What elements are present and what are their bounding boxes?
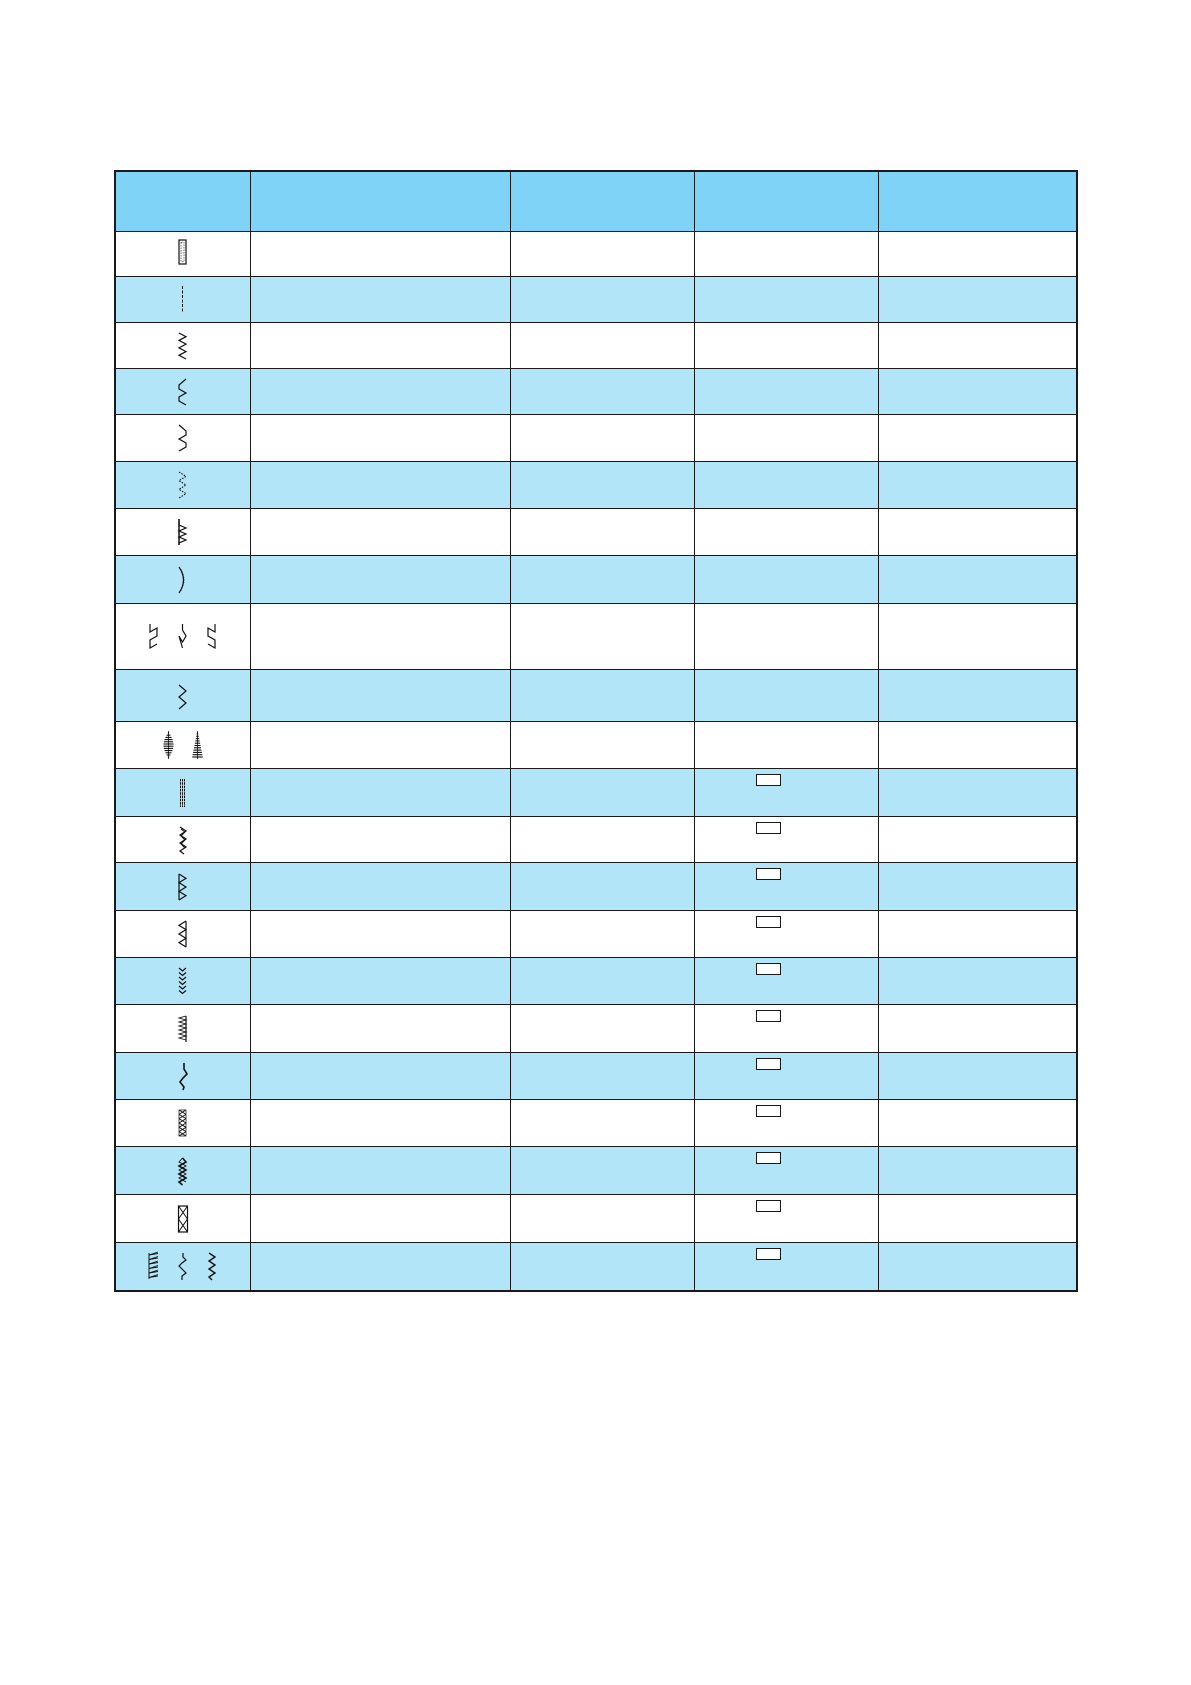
stitch-pattern-cell (115, 1243, 250, 1291)
table-cell (510, 323, 694, 369)
option-cell (694, 863, 878, 911)
table-cell (878, 323, 1077, 369)
option-cell (694, 1195, 878, 1243)
stitch-pattern-cell (115, 1195, 250, 1243)
key-box-icon (756, 916, 781, 928)
table-cell (878, 277, 1077, 323)
stitch-pattern-cell (115, 556, 250, 604)
table-row (115, 277, 1077, 323)
blind-hem-stitch-icon (175, 517, 190, 547)
table-row (115, 323, 1077, 369)
table-cell (250, 722, 510, 769)
table-cell (878, 604, 1077, 670)
table-cell (878, 958, 1077, 1005)
option-cell (694, 817, 878, 863)
key-box-icon (756, 963, 781, 975)
left-overlock-stitch-icon (175, 872, 190, 902)
right-zigzag-stitch-icon (175, 423, 190, 453)
table-cell (510, 958, 694, 1005)
table-cell (878, 462, 1077, 509)
table-row (115, 769, 1077, 817)
header-cell (878, 171, 1077, 232)
diamond-satin-stitch-icon (161, 730, 176, 760)
right-overlock-stitch-icon (175, 919, 190, 949)
option-cell (694, 604, 878, 670)
table-row (115, 863, 1077, 911)
table-cell (510, 277, 694, 323)
table-row (115, 1100, 1077, 1147)
stitch-pattern-cell (115, 1005, 250, 1053)
option-cell (694, 556, 878, 604)
table-cell (878, 1243, 1077, 1291)
table-row (115, 722, 1077, 769)
shell-tuck-stitch-icon (175, 1251, 190, 1281)
option-cell (694, 369, 878, 415)
option-cell (694, 232, 878, 277)
elastic-blind-stitch-icon (175, 681, 190, 711)
table-cell (510, 232, 694, 277)
key-box-icon (756, 1058, 781, 1070)
table-cell (878, 369, 1077, 415)
table-cell (250, 1243, 510, 1291)
table-cell (878, 769, 1077, 817)
table-cell (510, 509, 694, 556)
stitch-pattern-cell (115, 369, 250, 415)
chevron-stitch-icon (175, 966, 190, 996)
cross-stitch-icon (175, 1108, 190, 1138)
feather-stitch-icon (175, 825, 190, 855)
table-cell (510, 817, 694, 863)
key-box-icon (756, 868, 781, 880)
ladder-stitch-icon (175, 1204, 190, 1234)
option-cell (694, 323, 878, 369)
option-cell (694, 1053, 878, 1100)
table-row (115, 817, 1077, 863)
stitch-pattern-cell (115, 817, 250, 863)
table-row (115, 1053, 1077, 1100)
table-cell (250, 462, 510, 509)
dotted-zigzag-stitch-icon (175, 470, 190, 500)
stitch-pattern-cell (115, 958, 250, 1005)
stitch-pattern-cell (115, 722, 250, 769)
stretch-blind-stitch-icon (175, 1014, 190, 1044)
straight-stitch-icon (175, 285, 190, 315)
option-cell (694, 1147, 878, 1195)
table-cell (878, 415, 1077, 462)
option-cell (694, 1100, 878, 1147)
table-cell (250, 369, 510, 415)
table-row (115, 958, 1077, 1005)
table-cell (510, 1147, 694, 1195)
table-cell (250, 1195, 510, 1243)
table-cell (878, 1147, 1077, 1195)
table-cell (510, 369, 694, 415)
option-cell (694, 1243, 878, 1291)
table-cell (250, 509, 510, 556)
table-row (115, 1243, 1077, 1291)
table-cell (878, 1005, 1077, 1053)
serpentine-stitch-icon (175, 1061, 190, 1091)
stitch-pattern-cell (115, 415, 250, 462)
table-cell (250, 604, 510, 670)
stitch-pattern-cell (115, 1147, 250, 1195)
table-cell (510, 722, 694, 769)
table-cell (878, 1195, 1077, 1243)
zigzag-stitch-icon (175, 331, 190, 361)
blind-center-stitch-icon (175, 622, 190, 652)
table-body (115, 232, 1077, 1291)
table-cell (878, 1053, 1077, 1100)
rickrack-stitch-icon (204, 1251, 219, 1281)
scallop-stitch-icon (175, 565, 190, 595)
table-cell (510, 462, 694, 509)
table-row (115, 509, 1077, 556)
table-cell (250, 769, 510, 817)
table-cell (510, 1005, 694, 1053)
table-cell (250, 670, 510, 722)
table-row (115, 232, 1077, 277)
key-box-icon (756, 822, 781, 834)
stitch-pattern-cell (115, 670, 250, 722)
stitch-pattern-cell (115, 769, 250, 817)
table-cell (510, 670, 694, 722)
key-box-icon (756, 1010, 781, 1022)
key-box-icon (756, 1105, 781, 1117)
key-box-icon (756, 1248, 781, 1260)
option-cell (694, 958, 878, 1005)
option-cell (694, 415, 878, 462)
stitch-pattern-cell (115, 911, 250, 958)
table-cell (878, 509, 1077, 556)
table-row (115, 415, 1077, 462)
option-cell (694, 1005, 878, 1053)
table-cell (510, 415, 694, 462)
key-box-icon (756, 1200, 781, 1212)
table-cell (250, 1100, 510, 1147)
table-cell (510, 769, 694, 817)
table-cell (878, 911, 1077, 958)
stitch-pattern-cell (115, 863, 250, 911)
left-zigzag-stitch-icon (175, 377, 190, 407)
table-cell (510, 1243, 694, 1291)
table-cell (878, 556, 1077, 604)
option-cell (694, 670, 878, 722)
table-row (115, 369, 1077, 415)
table-cell (510, 863, 694, 911)
stitch-pattern-cell (115, 1100, 250, 1147)
table-cell (250, 1053, 510, 1100)
table-cell (250, 556, 510, 604)
header-cell (250, 171, 510, 232)
table-cell (250, 863, 510, 911)
table-cell (250, 232, 510, 277)
table-cell (250, 277, 510, 323)
table-cell (250, 911, 510, 958)
table-row (115, 604, 1077, 670)
table-cell (878, 863, 1077, 911)
table-cell (510, 604, 694, 670)
table-header-row (115, 171, 1077, 232)
key-box-icon (756, 1152, 781, 1164)
table-row (115, 911, 1077, 958)
honeycomb-stitch-icon (175, 1156, 190, 1186)
header-cell (115, 171, 250, 232)
table-row (115, 1005, 1077, 1053)
table-cell (878, 670, 1077, 722)
option-cell (694, 722, 878, 769)
option-cell (694, 509, 878, 556)
option-cell (694, 769, 878, 817)
option-cell (694, 277, 878, 323)
stitch-table (114, 170, 1078, 1292)
table-row (115, 670, 1077, 722)
table-cell (878, 1100, 1077, 1147)
option-cell (694, 462, 878, 509)
table-row (115, 1195, 1077, 1243)
stitch-pattern-cell (115, 232, 250, 277)
buttonhole-stitch-icon (175, 239, 190, 269)
stitch-pattern-cell (115, 277, 250, 323)
table-cell (878, 817, 1077, 863)
option-cell (694, 911, 878, 958)
table-cell (878, 722, 1077, 769)
table-cell (250, 1147, 510, 1195)
table-cell (250, 323, 510, 369)
table-row (115, 556, 1077, 604)
table-cell (510, 1053, 694, 1100)
table-cell (510, 556, 694, 604)
stitch-pattern-cell (115, 604, 250, 670)
table-cell (250, 958, 510, 1005)
arrow-satin-stitch-icon (190, 730, 205, 760)
table-cell (250, 415, 510, 462)
table-row (115, 1147, 1077, 1195)
triple-straight-stitch-icon (175, 778, 190, 808)
stitch-pattern-cell (115, 462, 250, 509)
table-cell (878, 232, 1077, 277)
table-cell (510, 911, 694, 958)
blind-left-stitch-icon (146, 622, 161, 652)
header-cell (510, 171, 694, 232)
stitch-pattern-cell (115, 509, 250, 556)
key-box-icon (756, 774, 781, 786)
fagoting-stitch-icon (146, 1251, 161, 1281)
stitch-pattern-cell (115, 1053, 250, 1100)
table-cell (250, 817, 510, 863)
table-cell (510, 1100, 694, 1147)
table-cell (510, 1195, 694, 1243)
table-cell (250, 1005, 510, 1053)
blind-right-stitch-icon (204, 622, 219, 652)
stitch-pattern-cell (115, 323, 250, 369)
table-row (115, 462, 1077, 509)
header-cell (694, 171, 878, 232)
